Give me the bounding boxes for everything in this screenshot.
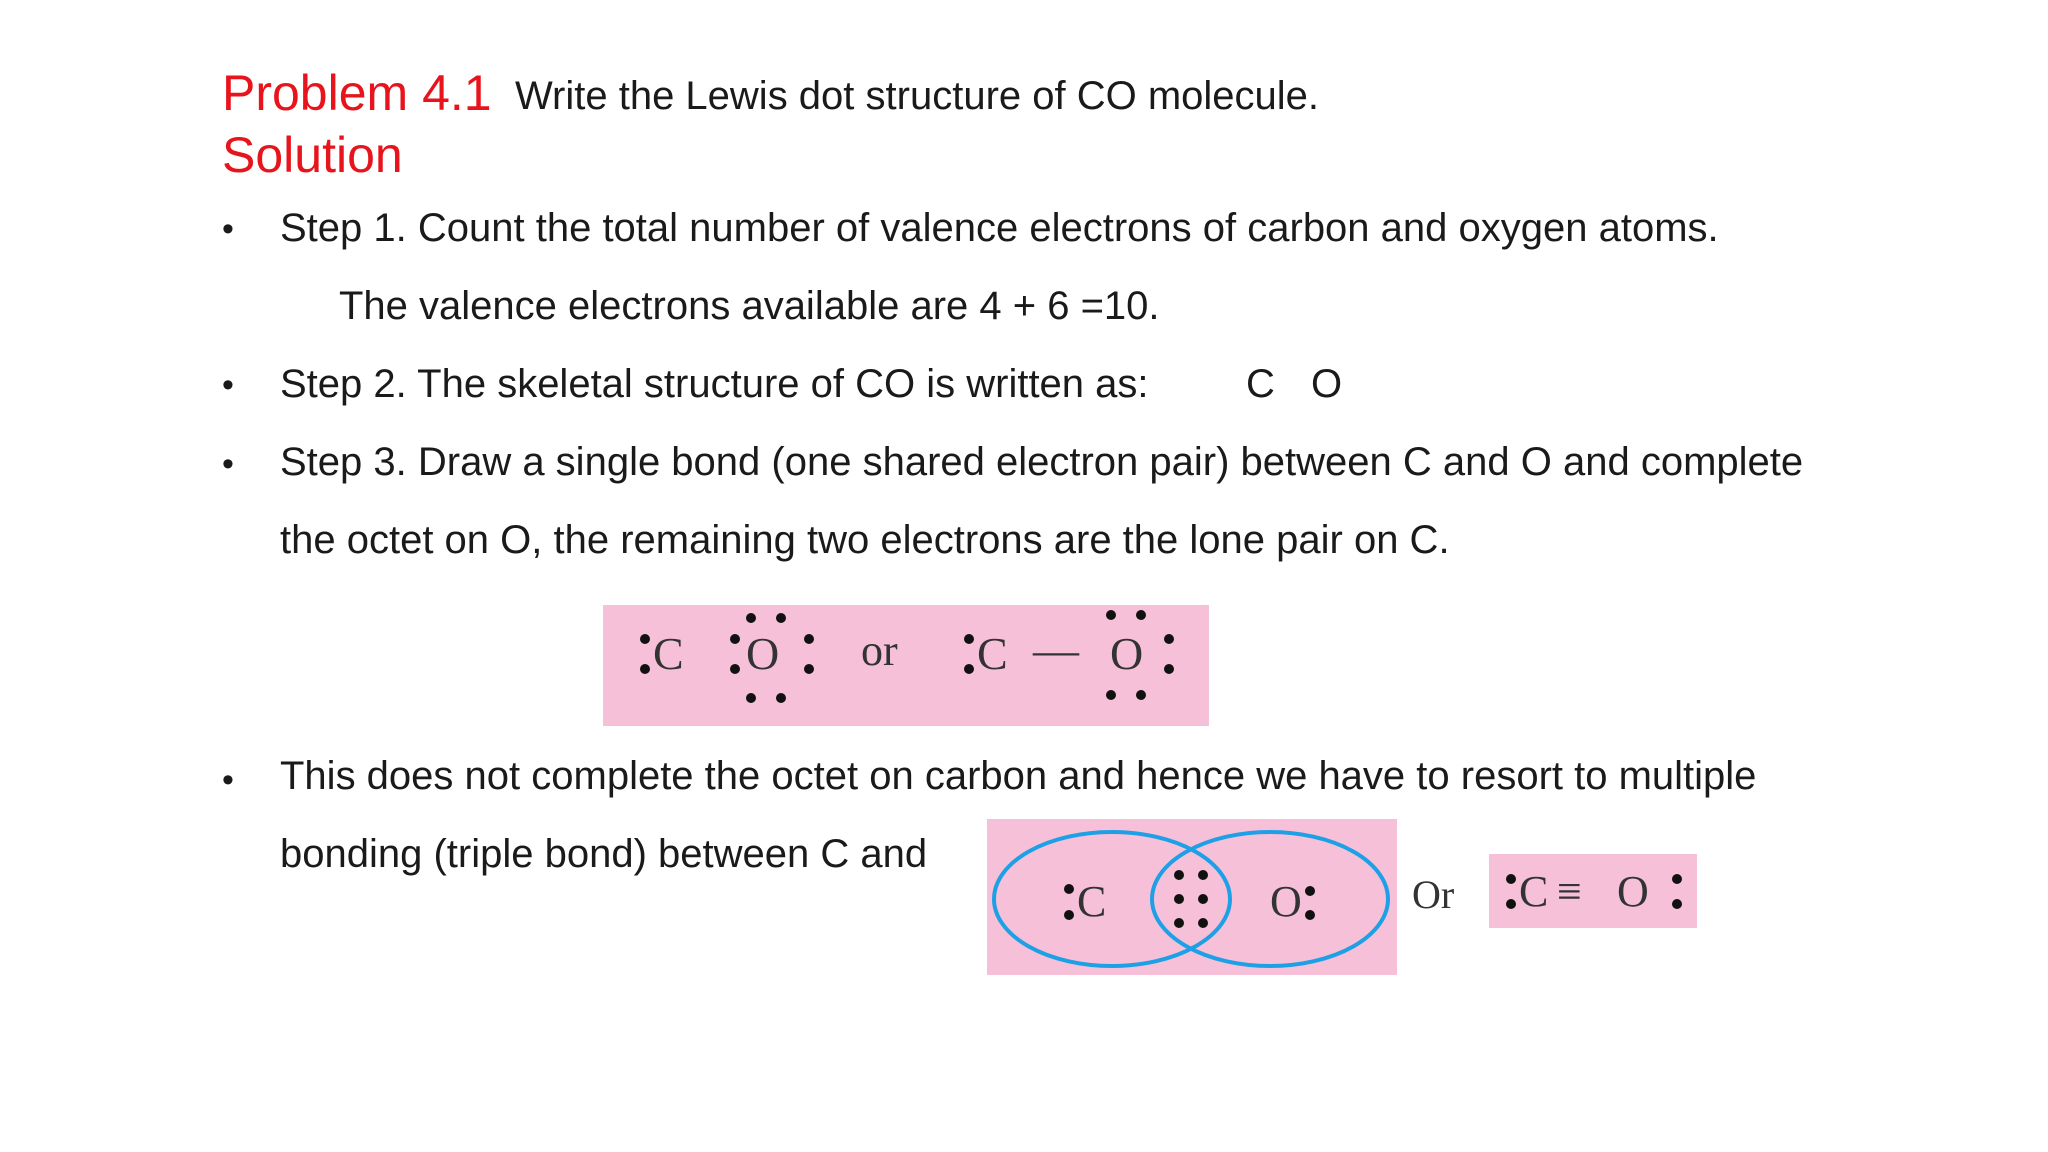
step2-atom-c: C [1246, 362, 1275, 406]
bullet-step1: • [222, 210, 234, 248]
triple-bond-diagram [1489, 854, 1697, 928]
diagram2-atom-c: C [1077, 877, 1107, 926]
problem-question: Write the Lewis dot structure of CO molecule. [515, 74, 1320, 118]
diagram1-single-bond: — [1033, 624, 1079, 675]
diagram3-atom-c: C [1519, 867, 1549, 916]
orbital-overlap-diagram [987, 819, 1397, 975]
diagram3-triple-bond: ≡ [1557, 867, 1582, 916]
problem-label: Problem 4.1 [222, 65, 492, 121]
lewis-single-bond-diagram [603, 605, 1209, 726]
step4-line1: This does not complete the octet on carbon and hence we have to resort to multiple [280, 754, 1757, 798]
step3-line1: Step 3. Draw a single bond (one shared electron pair) between C and O and complete [280, 440, 1804, 484]
step2-atom-o: O [1311, 362, 1343, 406]
step1-text: Step 1. Count the total number of valence electrons of carbon and oxygen atoms. [280, 206, 1719, 250]
diagram1-atom-c-bonded: C [977, 628, 1008, 679]
carbon-orbital-ellipse [994, 832, 1230, 966]
diagram1-or-label: or [861, 626, 898, 675]
step3-line2: the octet on O, the remaining two electrons are the lone pair on C. [280, 518, 1450, 562]
step1-detail: The valence electrons available are 4 + 6 =10. [339, 284, 1160, 328]
bullet-step4: • [222, 761, 234, 799]
diagram2-or-label: Or [1412, 872, 1455, 917]
diagram1-atom-o-bonded: O [1110, 628, 1144, 679]
solution-heading: Solution [222, 127, 403, 183]
orbital-overlap-box [987, 819, 1397, 975]
step2-text: Step 2. The skeletal structure of CO is written as: [280, 362, 1149, 406]
lewis-single-bond-box [603, 605, 1209, 726]
diagram1-atom-c: C [653, 628, 684, 679]
triple-bond-box [1489, 854, 1697, 928]
bullet-step2: • [222, 366, 234, 404]
step4-line2: bonding (triple bond) between C and [280, 832, 928, 876]
bullet-step3: • [222, 445, 234, 483]
diagram2-atom-o: O [1270, 877, 1302, 926]
diagram1-atom-o: O [746, 628, 780, 679]
diagram2-or-svg [1410, 870, 1470, 920]
diagram3-atom-o: O [1617, 867, 1649, 916]
